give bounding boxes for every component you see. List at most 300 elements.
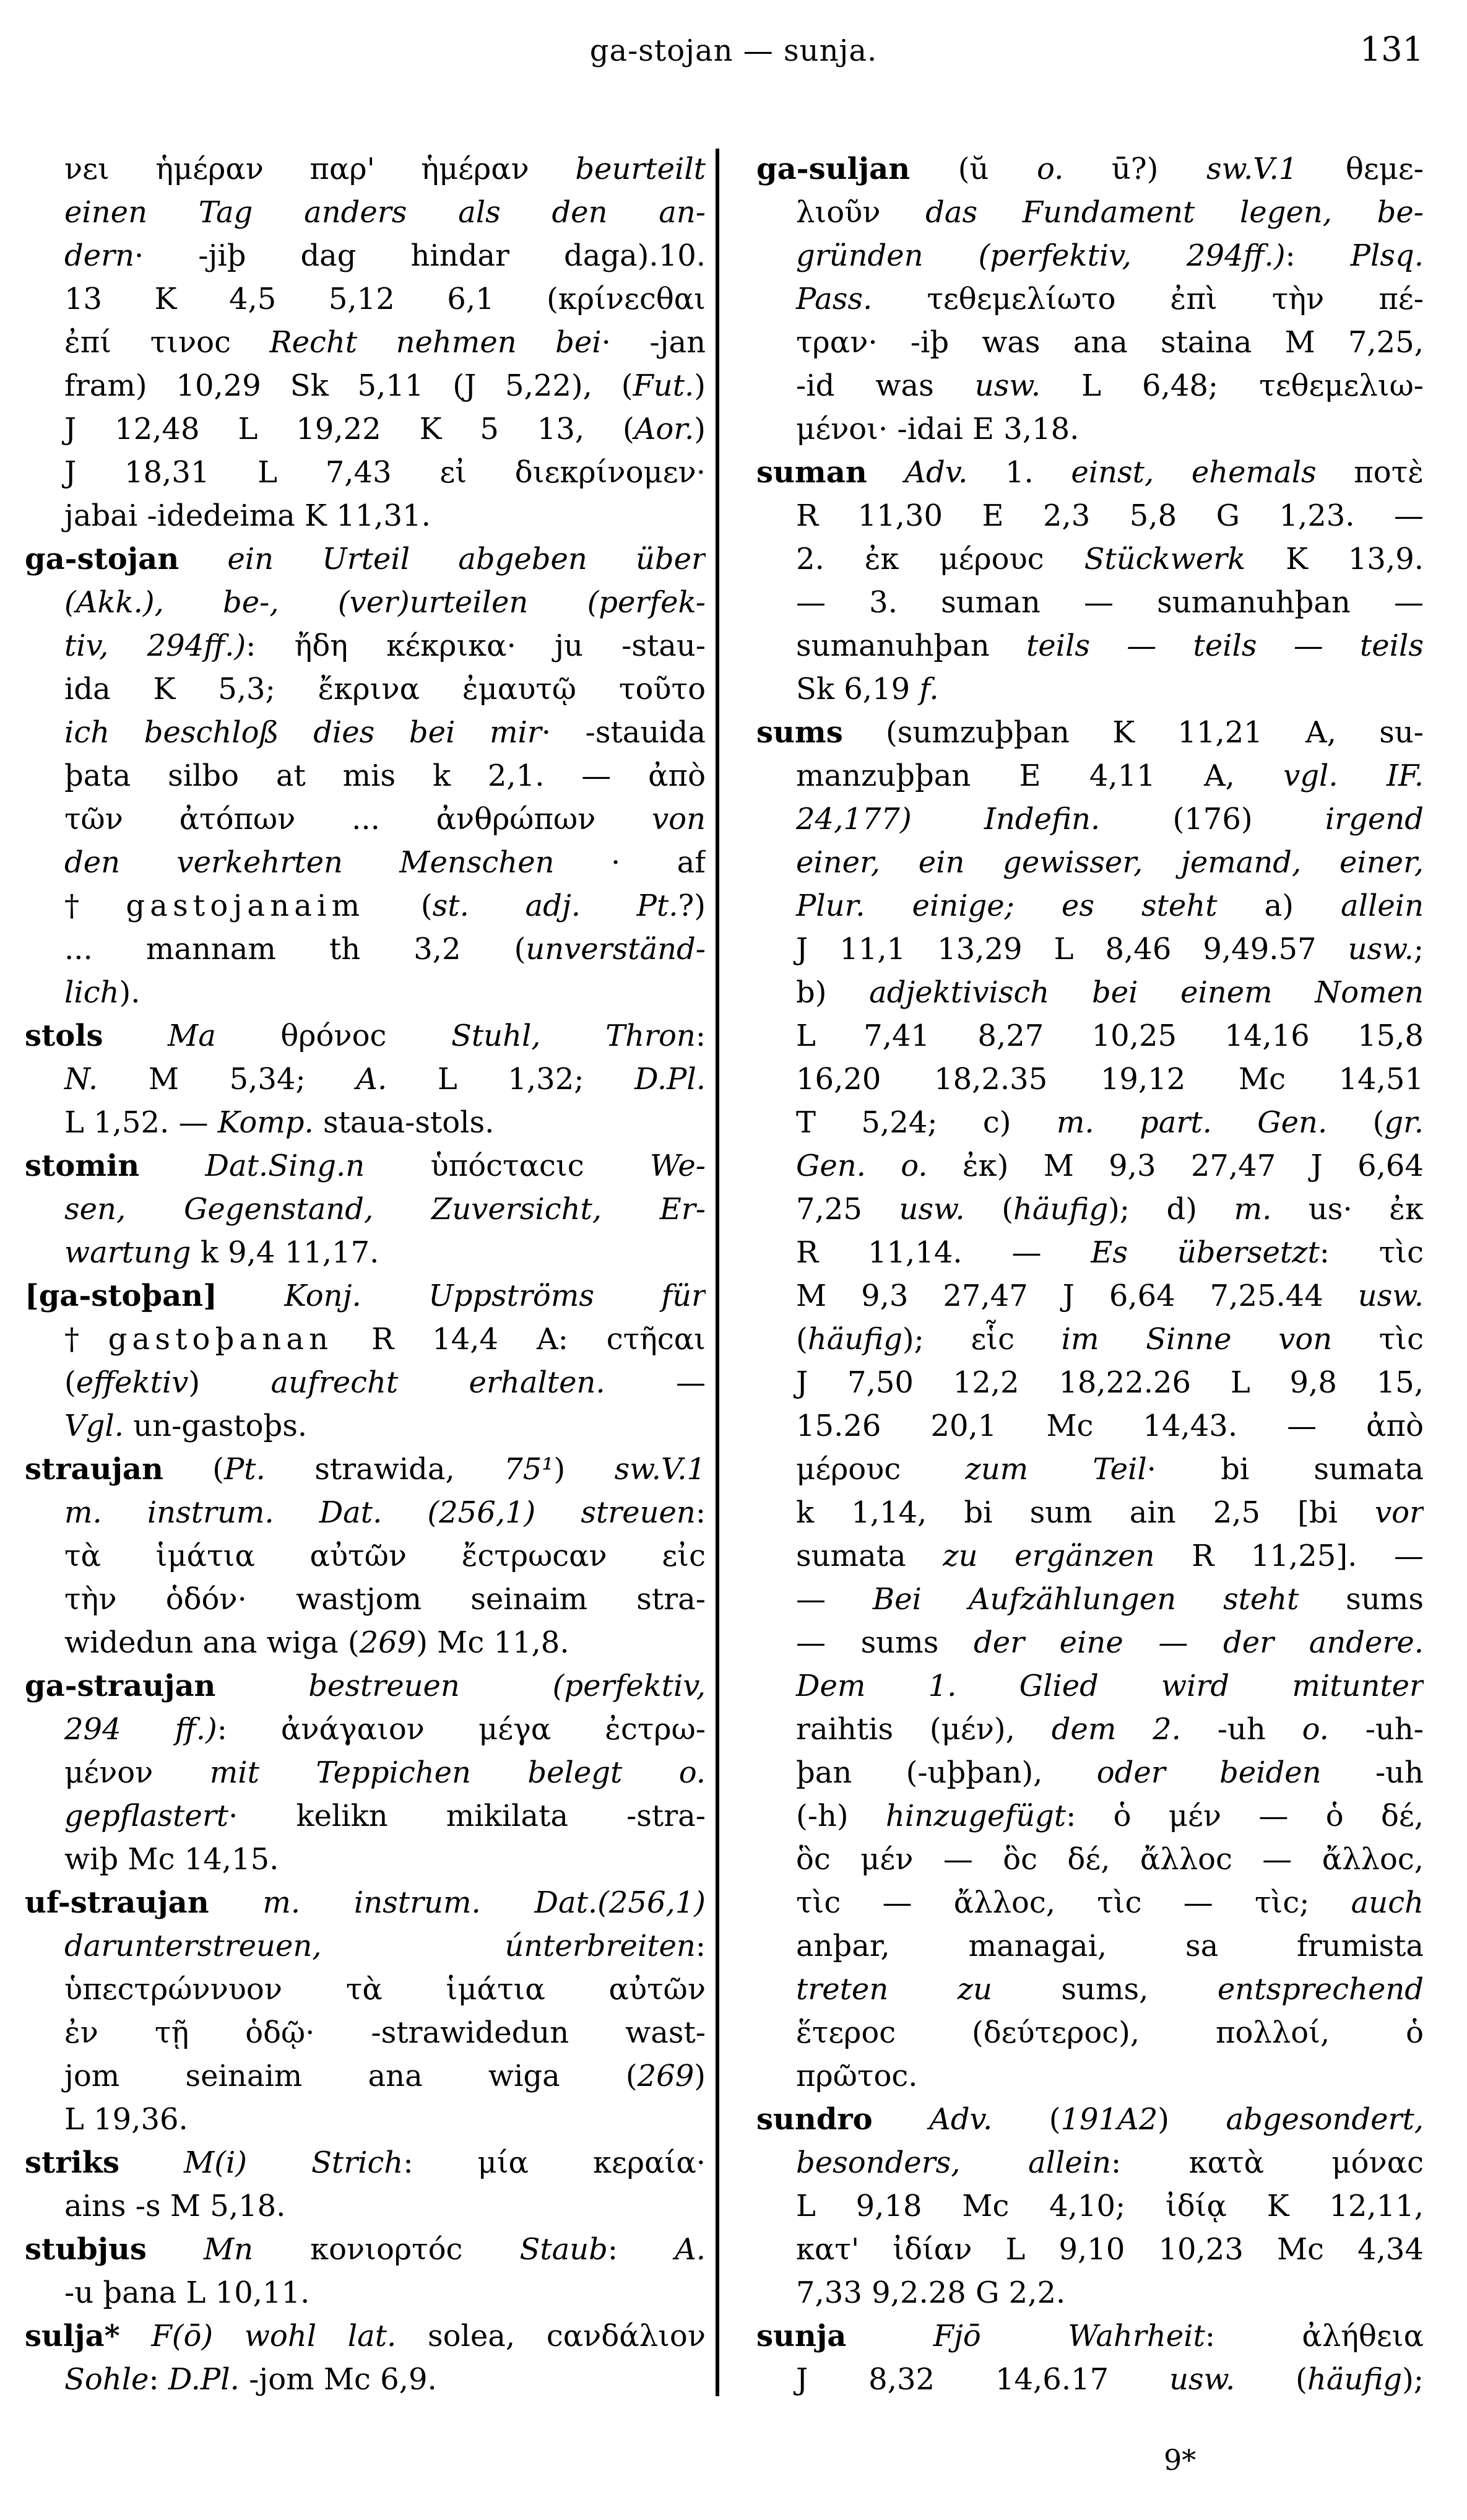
- text-segment: ga-stojan: [25, 542, 180, 576]
- right-column: [756, 147, 1424, 2401]
- text-line: [756, 2141, 1424, 2184]
- text-segment: m. instrum. Dat.(256,1): [262, 1885, 706, 1920]
- left-column: [25, 147, 706, 2401]
- text-segment: straujan: [25, 1452, 163, 1487]
- text-segment: θρόνοϲ: [215, 1019, 451, 1053]
- text-segment: 7,25: [796, 1192, 899, 1227]
- text-segment: · -jan: [601, 325, 706, 360]
- text-segment: L 6,48; τεθεμελιω-: [1041, 368, 1424, 403]
- text-segment: -u þana L 10,11.: [64, 2275, 310, 2310]
- text-line: [25, 581, 706, 624]
- text-segment: vor: [1375, 1495, 1424, 1530]
- text-line: [25, 711, 706, 754]
- text-segment: stubjus: [25, 2232, 147, 2267]
- text-segment: sundro: [756, 2102, 873, 2137]
- text-segment: :: [695, 1019, 706, 1053]
- text-line: [25, 1751, 706, 1794]
- text-segment: sulja*: [25, 2319, 120, 2353]
- text-segment: Adv.: [929, 2102, 993, 2137]
- text-segment: · -jiþ dag hindar daga).10.: [134, 238, 706, 273]
- text-segment: [103, 1019, 168, 1053]
- text-segment: tiv, 294ff.): [64, 628, 246, 663]
- text-segment: Plur. einige; es steht: [796, 889, 1218, 923]
- text-segment: usw.: [1357, 1279, 1424, 1313]
- text-segment: ga-suljan: [756, 152, 911, 186]
- text-segment: sw.V.1: [1206, 152, 1298, 186]
- text-line: [756, 1534, 1424, 1578]
- entry-headword-line: [25, 2228, 706, 2271]
- page-header-title: ga-stojan — sunja.: [589, 33, 878, 68]
- entry-headword-line: [756, 711, 1424, 754]
- text-segment: (: [64, 1365, 76, 1400]
- text-line: [25, 407, 706, 451]
- text-segment: κατ' ἰδίαν L 9,10 10,23 Mc 4,34: [796, 2232, 1424, 2267]
- text-segment: (: [992, 2102, 1061, 2137]
- text-segment: beurteilt: [575, 152, 706, 186]
- entry-headword-line: [756, 2314, 1424, 2358]
- text-segment: stomin: [25, 1149, 140, 1183]
- text-line: [756, 624, 1424, 667]
- text-segment: λιοῦν: [796, 195, 926, 230]
- text-line: [25, 1708, 706, 1751]
- text-segment: Vgl.: [64, 1409, 124, 1443]
- text-segment: (: [163, 1452, 224, 1487]
- text-segment: : ὁ μέν — ὁ δέ,: [1066, 1799, 1424, 1833]
- text-segment: ἕτεροϲ (δεύτεροϲ), πολλοί, ὁ: [796, 2015, 1424, 2050]
- text-line: [756, 928, 1424, 971]
- text-segment: Bei Aufzählungen steht: [872, 1582, 1299, 1617]
- text-segment: -uh-: [1328, 1712, 1424, 1747]
- text-segment: ); εἷϲ: [902, 1322, 1062, 1357]
- text-segment: treten zu: [796, 1972, 992, 2007]
- text-segment: —: [605, 1365, 706, 1400]
- text-segment: : μία κεραία·: [403, 2145, 706, 2180]
- text-line: [25, 1361, 706, 1404]
- text-segment: þan (-uþþan),: [796, 1755, 1097, 1790]
- text-segment: manzuþþan E 4,11 A,: [796, 758, 1284, 793]
- text-segment: ich beschloß dies bei mir: [64, 715, 542, 750]
- text-segment: Dat.Sing.n: [205, 1149, 365, 1183]
- text-segment: m.: [1234, 1192, 1272, 1227]
- text-segment: ein Urteil abgeben über: [179, 542, 706, 576]
- text-segment: μένον: [64, 1755, 210, 1790]
- text-segment: :: [695, 1495, 706, 1530]
- text-line: [756, 1404, 1424, 1448]
- text-line: [25, 191, 706, 234]
- text-line: [25, 1058, 706, 1101]
- entry-headword-line: [25, 1448, 706, 1491]
- text-segment: Stuhl, Thron: [451, 1019, 696, 1053]
- text-segment: Sohle: [64, 2362, 149, 2397]
- text-segment: (sumzuþþan K 11,21 A, su-: [842, 715, 1424, 750]
- text-segment: sumanuhþan: [796, 628, 1026, 663]
- text-segment: von: [652, 802, 706, 836]
- text-segment: zu ergänzen: [943, 1539, 1155, 1573]
- text-segment: gastojanaim: [126, 889, 365, 923]
- text-line: [756, 971, 1424, 1014]
- text-line: [25, 884, 706, 928]
- text-segment: N.: [64, 1062, 98, 1097]
- text-segment: :: [149, 2362, 168, 2397]
- column-divider: [716, 149, 719, 2396]
- text-segment: us· ἐκ: [1271, 1192, 1424, 1227]
- text-segment: a): [1217, 889, 1341, 923]
- text-segment: o.: [1037, 152, 1064, 186]
- text-line: [25, 928, 706, 971]
- text-segment: Es übersetzt: [1091, 1235, 1320, 1270]
- text-segment: F(ō) wohl lat.: [151, 2319, 397, 2353]
- text-segment: Fjō Wahrheit: [933, 2319, 1205, 2353]
- text-line: [25, 1924, 706, 1968]
- text-segment: ἐν τῇ ὁδῷ· -strawidedun wast-: [64, 2015, 706, 2050]
- text-segment: einst, ehemals: [1071, 455, 1317, 490]
- text-line: [25, 1404, 706, 1448]
- text-segment: M 5,34;: [98, 1062, 357, 1097]
- text-segment: — 3. suman — sumanuhþan —: [796, 585, 1424, 620]
- text-segment: sums: [756, 715, 843, 750]
- text-segment: ὑπεϲτρώννυον τὰ ἱμάτια αὐτῶν: [64, 1972, 706, 2007]
- text-line: [756, 2228, 1424, 2271]
- text-segment: o.: [1302, 1712, 1329, 1747]
- text-segment: Mn: [203, 2232, 254, 2267]
- text-segment: J 12,48 L 19,22 K 5 13, (: [64, 412, 634, 446]
- text-segment: ὃϲ μέν — ὃϲ δέ, ἄλλοϲ — ἄλλοϲ,: [796, 1842, 1424, 1877]
- text-segment: μένοι· -idai E 3,18.: [796, 412, 1080, 446]
- text-segment: darunterstreuen, únterbreiten: [64, 1929, 696, 1963]
- text-segment: -jom Mc 6,9.: [239, 2362, 437, 2397]
- text-segment: ); d): [1108, 1192, 1234, 1227]
- text-segment: f.: [919, 672, 939, 706]
- text-line: [25, 667, 706, 711]
- text-segment: †: [64, 1322, 108, 1357]
- text-segment: · -stauida: [541, 715, 706, 750]
- text-segment: 269: [359, 1625, 417, 1660]
- text-line: [756, 1014, 1424, 1058]
- text-segment: (-h): [796, 1799, 886, 1833]
- text-segment: :: [1285, 238, 1351, 273]
- text-segment: τὶϲ — ἄλλοϲ, τὶϲ — τὶϲ;: [796, 1885, 1351, 1920]
- text-segment: das Fundament legen, be-: [925, 195, 1424, 230]
- text-segment: usw.: [974, 368, 1041, 403]
- text-segment: A.: [675, 2232, 706, 2267]
- text-line: [756, 2054, 1424, 2098]
- text-segment: raihtis (μέν),: [796, 1712, 1052, 1747]
- text-segment: wartung: [64, 1235, 191, 1270]
- text-line: [756, 2358, 1424, 2401]
- text-segment: sunja: [756, 2319, 847, 2353]
- text-segment: ἐκ) M 9,3 27,47 J 6,64: [927, 1149, 1424, 1183]
- text-segment: ὑπόϲταϲιϲ: [365, 1149, 650, 1183]
- text-line: [25, 364, 706, 407]
- text-segment: M 9,3 27,47 J 6,64 7,25.44: [796, 1279, 1358, 1313]
- text-segment: K 13,9.: [1245, 542, 1424, 576]
- text-line: [756, 1231, 1424, 1274]
- text-line: [25, 2011, 706, 2054]
- text-segment: 15.26 20,1 Mc 14,43. — ἀπὸ: [796, 1409, 1424, 1443]
- text-segment: [873, 2102, 929, 2137]
- text-line: [25, 1318, 706, 1361]
- text-line: [25, 277, 706, 321]
- entry-headword-line: [25, 2141, 706, 2184]
- text-segment: [ga-stoþan]: [25, 1279, 217, 1313]
- text-segment: T 5,24; c): [796, 1105, 1057, 1140]
- text-segment: †: [64, 889, 126, 923]
- text-segment: 13 K 4,5 5,12 6,1 (κρίνεϲθαι: [64, 282, 706, 316]
- entry-headword-line: [756, 451, 1424, 494]
- text-segment: ) Mc 11,8.: [416, 1625, 569, 1660]
- text-segment: J 18,31 L 7,43 εἰ διεκρίνομεν·: [64, 455, 706, 490]
- text-segment: usw.: [1348, 932, 1414, 967]
- text-segment: Recht nehmen bei: [269, 325, 602, 360]
- text-segment: θεμε-: [1297, 152, 1424, 186]
- text-line: [25, 2184, 706, 2228]
- text-line: [25, 624, 706, 667]
- text-segment: R 14,4 A: ϲτῆϲαι: [333, 1322, 706, 1357]
- text-segment: den verkehrten Menschen: [64, 845, 555, 880]
- text-segment: D.Pl.: [634, 1062, 706, 1097]
- entry-headword-line: [25, 1014, 706, 1058]
- text-line: [756, 581, 1424, 624]
- text-segment: R 11,14. —: [796, 1235, 1091, 1270]
- text-line: [25, 1188, 706, 1231]
- text-segment: striks: [25, 2145, 119, 2180]
- text-segment: b): [796, 975, 870, 1010]
- text-segment: ): [694, 412, 706, 446]
- text-line: [25, 1231, 706, 1274]
- text-line: [756, 1448, 1424, 1491]
- text-segment: [147, 2232, 204, 2267]
- text-line: [756, 1708, 1424, 1751]
- text-segment: J 8,32 14,6.17: [796, 2362, 1170, 2397]
- text-segment: -id was: [796, 368, 975, 403]
- text-line: [756, 494, 1424, 537]
- text-line: [25, 321, 706, 364]
- text-segment: besonders, allein: [796, 2145, 1111, 2180]
- text-segment: Sk 6,19: [796, 672, 920, 706]
- text-segment: st. adj. Pt.: [432, 889, 678, 923]
- text-segment: Fut.: [633, 368, 695, 403]
- text-segment: [846, 2319, 933, 2353]
- text-line: [756, 1924, 1424, 1968]
- text-segment: Adv.: [904, 455, 968, 490]
- text-segment: -uh: [1180, 1712, 1302, 1747]
- text-segment: adjektivisch bei einem Nomen: [869, 975, 1424, 1010]
- text-segment: [120, 2319, 152, 2353]
- text-line: [25, 2054, 706, 2098]
- text-line: [756, 1578, 1424, 1621]
- text-line: [756, 1361, 1424, 1404]
- text-segment: 16,20 18,2.35 19,12 Mc 14,51: [796, 1062, 1424, 1097]
- text-segment: [139, 1149, 205, 1183]
- text-line: [25, 1491, 706, 1534]
- text-segment: τραν· -iþ was ana staina M 7,25,: [796, 325, 1424, 360]
- entry-headword-line: [756, 147, 1424, 191]
- entry-headword-line: [25, 537, 706, 581]
- text-segment: im Sinne von: [1061, 1322, 1333, 1357]
- text-segment: τὴν ὁδόν· wastjom seinaim stra-: [64, 1582, 706, 1617]
- text-segment: [119, 2145, 184, 2180]
- text-segment: usw.: [899, 1192, 965, 1227]
- text-line: [756, 321, 1424, 364]
- text-line: [756, 667, 1424, 711]
- text-line: [25, 1101, 706, 1144]
- text-segment: einen Tag anders als den an-: [64, 195, 706, 230]
- text-segment: -uh: [1321, 1755, 1424, 1790]
- text-segment: widedun ana wiga (: [64, 1625, 360, 1660]
- text-segment: gastoþanan: [108, 1322, 334, 1357]
- text-segment: νει ἡμέραν παρ' ἡμέραν: [64, 152, 576, 186]
- text-segment: sums,: [992, 1972, 1218, 2007]
- text-line: [756, 2271, 1424, 2314]
- text-line: [25, 797, 706, 841]
- text-segment: ἐπί τινοϲ: [64, 325, 270, 360]
- text-segment: (Akk.), be-, (ver)urteilen (perfek-: [64, 585, 706, 620]
- text-segment: τεθεμελίωτο ἐπὶ τὴν πέ-: [872, 282, 1424, 316]
- text-line: [756, 1881, 1424, 1924]
- text-segment: D.Pl.: [168, 2362, 240, 2397]
- text-segment: effektiv: [76, 1365, 189, 1400]
- text-segment: sen, Gegenstand, Zuversicht, Er-: [64, 1192, 706, 1227]
- text-segment: · af: [554, 845, 706, 880]
- text-segment: L 1,32;: [387, 1062, 635, 1097]
- text-segment: ida K 5,3; ἔκρινα ἐμαυτῷ τοῦτο: [64, 672, 706, 706]
- text-segment: : τὶϲ: [1319, 1235, 1424, 1270]
- footer-signature-mark: 9*: [1164, 2443, 1197, 2477]
- text-line: [756, 277, 1424, 321]
- text-segment: ): [553, 1452, 615, 1487]
- text-line: [25, 147, 706, 191]
- text-segment: ?): [678, 889, 706, 923]
- text-segment: : ἤδη κέκρικα· ju -stau-: [246, 628, 706, 663]
- text-segment: teils — teils — teils: [1026, 628, 1424, 663]
- text-segment: L 1,52. —: [64, 1105, 218, 1140]
- text-line: [756, 1838, 1424, 1881]
- text-segment: ū?): [1063, 152, 1206, 186]
- text-segment: suman: [756, 455, 867, 490]
- entry-headword-line: [25, 1881, 706, 1924]
- text-segment: : ἀνάγαιον μέγα ἐϲτρω-: [217, 1712, 706, 1747]
- text-segment: 75¹: [504, 1452, 554, 1487]
- text-segment: Staub: [519, 2232, 608, 2267]
- text-segment: þata silbo at mis k 2,1. — ἀπὸ: [64, 758, 706, 793]
- text-line: [756, 1664, 1424, 1708]
- text-segment: [217, 1279, 284, 1313]
- text-line: [25, 1838, 706, 1881]
- text-segment: Ma: [168, 1019, 216, 1053]
- text-segment: );: [1402, 2362, 1424, 2397]
- text-segment: κονιορτόϲ: [253, 2232, 520, 2267]
- text-segment: J 7,50 12,2 18,22.26 L 9,8 15,: [796, 1365, 1424, 1400]
- text-line: [756, 1058, 1424, 1101]
- text-line: [25, 841, 706, 884]
- text-segment: R 11,25]. —: [1154, 1539, 1424, 1573]
- text-segment: lich: [64, 975, 119, 1010]
- text-segment: M(i) Strich: [184, 2145, 404, 2180]
- text-segment: dern: [64, 238, 134, 273]
- text-segment: πρῶτοϲ.: [796, 2059, 918, 2093]
- text-line: [756, 1491, 1424, 1534]
- text-segment: m. part. Gen.: [1056, 1105, 1328, 1140]
- text-segment: stols: [25, 1019, 103, 1053]
- text-segment: 191A2: [1060, 2102, 1158, 2137]
- text-segment: ): [694, 368, 706, 403]
- text-segment: solea, ϲανδάλιον: [396, 2319, 706, 2353]
- text-segment: wiþ Mc 14,15.: [64, 1842, 279, 1877]
- text-segment: ains -s M 5,18.: [64, 2189, 286, 2223]
- text-line: [25, 451, 706, 494]
- text-segment: : κατὰ μόναϲ: [1110, 2145, 1424, 2180]
- text-line: [756, 407, 1424, 451]
- text-segment: entsprechend: [1217, 1972, 1424, 2007]
- text-line: [25, 754, 706, 797]
- text-segment: Gen. o.: [796, 1149, 928, 1183]
- text-segment: sums: [1299, 1582, 1424, 1617]
- text-line: [756, 364, 1424, 407]
- entry-headword-line: [25, 1144, 706, 1188]
- text-segment: [215, 1669, 308, 1703]
- text-segment: k 1,14, bi sum ain 2,5 [bi: [796, 1495, 1375, 1530]
- text-segment: auch: [1351, 1885, 1424, 1920]
- entry-headword-line: [25, 1274, 706, 1318]
- text-segment: L 19,36.: [64, 2102, 188, 2137]
- text-segment: aufrecht erhalten.: [270, 1365, 605, 1400]
- text-segment: häufig: [1013, 1192, 1109, 1227]
- text-segment: allein: [1341, 889, 1424, 923]
- text-segment: irgend: [1325, 802, 1424, 836]
- text-segment: Stückwerk: [1084, 542, 1246, 576]
- text-line: [756, 1794, 1424, 1838]
- text-segment: —: [796, 1582, 873, 1617]
- text-segment: strawida,: [265, 1452, 504, 1487]
- text-segment: · kelikn mikilata -stra-: [228, 1799, 706, 1833]
- text-segment: (: [1235, 2362, 1307, 2397]
- text-line: [756, 754, 1424, 797]
- text-segment: gepflastert: [64, 1799, 229, 1833]
- text-segment: häufig: [807, 1322, 902, 1357]
- text-segment: gr.: [1384, 1105, 1424, 1140]
- text-line: [25, 494, 706, 537]
- text-line: [756, 537, 1424, 581]
- text-segment: :: [695, 1929, 706, 1963]
- text-segment: Plsq.: [1350, 238, 1424, 273]
- text-line: [756, 841, 1424, 884]
- text-segment: [867, 455, 905, 490]
- text-segment: R 11,30 E 2,3 5,8 G 1,23. —: [796, 498, 1424, 533]
- text-segment: dem 2.: [1051, 1712, 1181, 1747]
- text-line: [25, 1578, 706, 1621]
- entry-headword-line: [25, 2314, 706, 2358]
- text-segment: J 11,1 13,29 L 8,46 9,49.57: [796, 932, 1348, 967]
- text-line: [25, 1534, 706, 1578]
- text-line: [25, 2271, 706, 2314]
- text-segment: L 7,41 8,27 10,25 14,16 15,8: [796, 1019, 1424, 1053]
- entry-headword-line: [756, 2098, 1424, 2141]
- text-line: [25, 2358, 706, 2401]
- text-segment: (: [365, 889, 433, 923]
- text-segment: mit Teppichen belegt o.: [209, 1755, 706, 1790]
- text-segment: ): [188, 1365, 271, 1400]
- text-segment: usw.: [1169, 2362, 1235, 2397]
- text-segment: A.: [356, 1062, 387, 1097]
- text-segment: zum Teil: [965, 1452, 1147, 1487]
- text-line: [25, 2098, 706, 2141]
- text-segment: ;: [1413, 932, 1424, 967]
- text-segment: [209, 1885, 263, 1920]
- text-segment: Pass.: [796, 282, 873, 316]
- text-segment: 7,33 9,2.28 G 2,2.: [796, 2275, 1066, 2310]
- text-line: [756, 2184, 1424, 2228]
- text-segment: ... mannam th 3,2 (: [64, 932, 526, 967]
